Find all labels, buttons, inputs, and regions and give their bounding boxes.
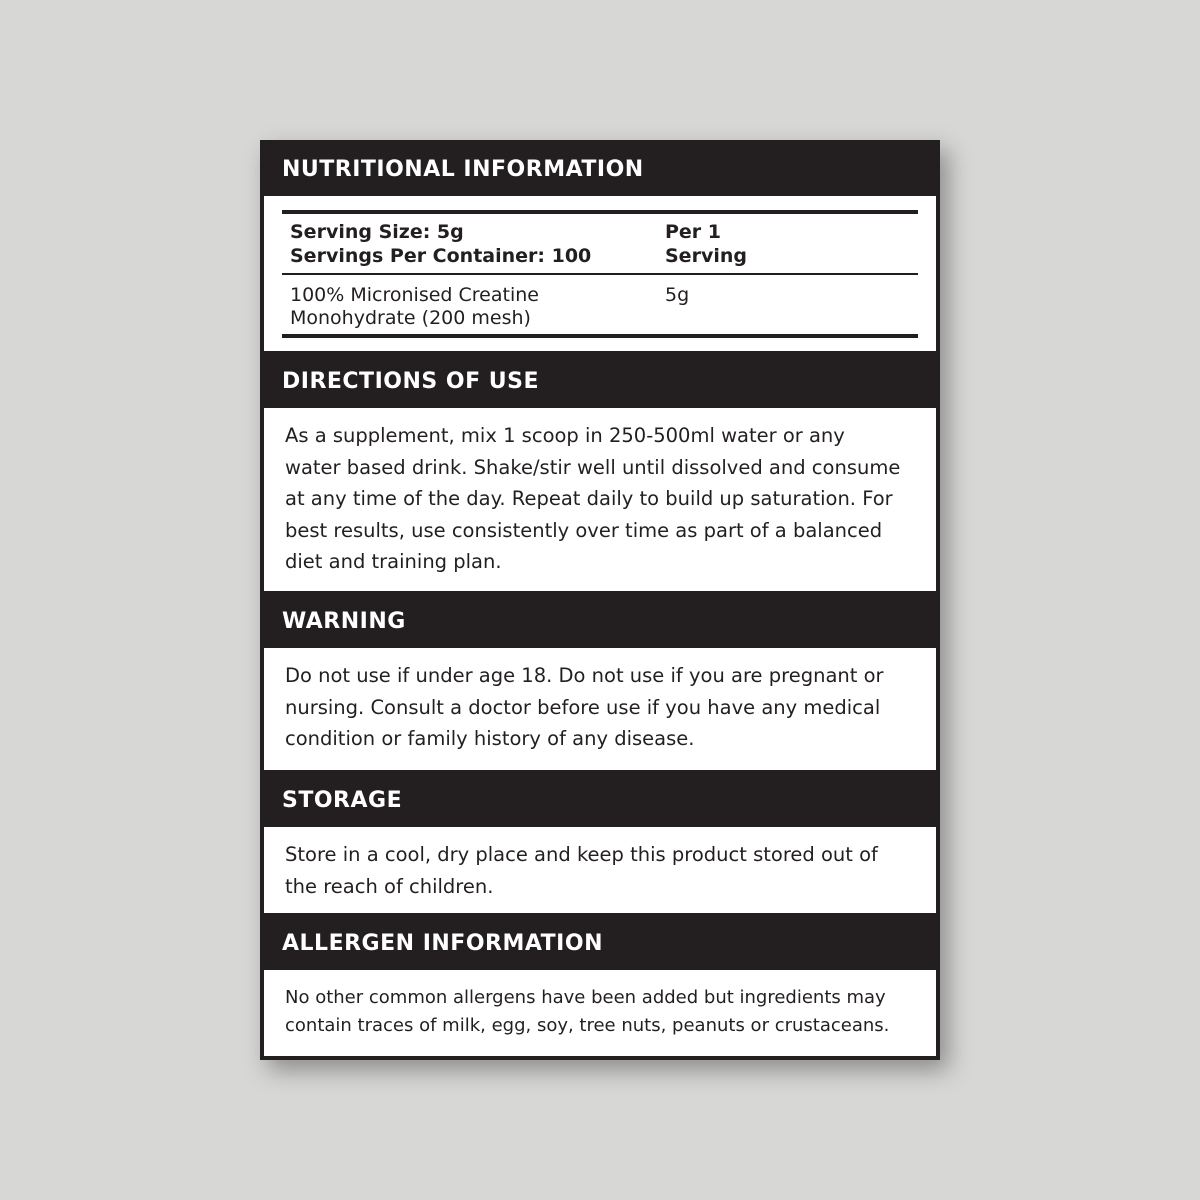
directions-heading: DIRECTIONS OF USE (282, 369, 539, 394)
directions-line: diet and training plan. (285, 550, 502, 573)
table-header-rule (282, 273, 918, 275)
storage-line: the reach of children. (285, 874, 494, 898)
directions-line: best results, use consistently over time as part of a balanced (285, 518, 883, 542)
per-serving-header-line2: Serving (665, 245, 747, 267)
warning-line: condition or family history of any disease. (285, 727, 695, 750)
warning-line: nursing. Consult a doctor before use if you have any medical (285, 695, 881, 719)
table-top-rule (282, 210, 918, 214)
directions-line: water based drink. Shake/stir well until dissolved and consume (285, 455, 901, 479)
allergen-text (285, 984, 925, 1040)
storage-line: Store in a cool, dry place and keep this product stored out of (285, 843, 878, 866)
nutrition-table (282, 210, 918, 338)
table-bottom-rule (282, 334, 918, 338)
directions-text (285, 420, 925, 578)
nutrition-heading: NUTRITIONAL INFORMATION (282, 157, 644, 182)
ingredient-name-line2: Monohydrate (200 mesh) (290, 307, 531, 329)
ingredient-amount: 5g (665, 284, 690, 306)
directions-line: at any time of the day. Repeat daily to build up saturation. For (285, 487, 893, 510)
storage-panel (264, 827, 936, 913)
allergen-line: No other common allergens have been added but ingredients may (285, 987, 886, 1008)
storage-text (285, 839, 925, 902)
directions-line: As a supplement, mix 1 scoop in 250-500ml water or any (285, 424, 845, 447)
warning-panel (264, 648, 936, 770)
storage-heading: STORAGE (282, 788, 403, 813)
supplement-label (260, 140, 940, 1060)
allergen-line: contain traces of milk, egg, soy, tree nuts, peanuts or crustaceans. (285, 1015, 890, 1036)
directions-panel (264, 408, 936, 591)
allergen-panel (264, 970, 936, 1056)
allergen-heading: ALLERGEN INFORMATION (282, 931, 603, 956)
per-serving-header-line1: Per 1 (665, 221, 722, 243)
warning-heading: WARNING (282, 609, 406, 634)
servings-per-container: Servings Per Container: 100 (290, 245, 592, 267)
warning-line: Do not use if under age 18. Do not use if you are pregnant or (285, 664, 884, 687)
serving-size: Serving Size: 5g (290, 221, 464, 243)
nutrition-panel (264, 196, 936, 351)
ingredient-name-line1: 100% Micronised Creatine (290, 284, 539, 306)
warning-text (285, 660, 925, 755)
